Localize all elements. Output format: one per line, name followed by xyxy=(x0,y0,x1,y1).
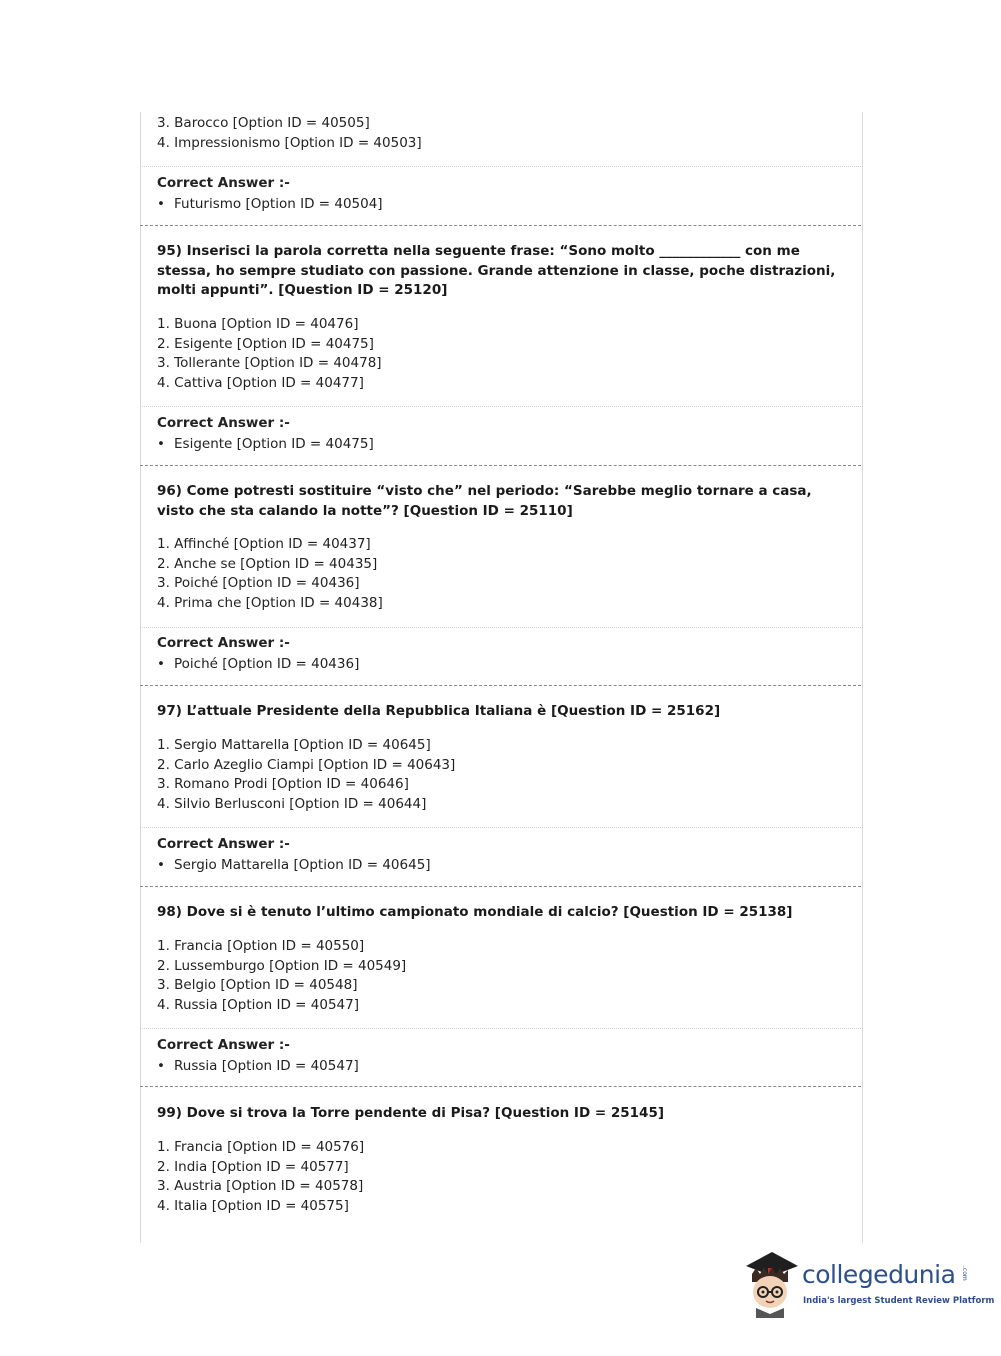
question-text: 99) Dove si trova la Torre pendente di Pisa? [Question ID = 25145] xyxy=(157,1105,665,1121)
question-text: 95) Inserisci la parola corretta nella seguente frase: “Sono molto ____________ con me stessa, ho sempre studiato con passione. Grande attenzione in classe, poche distrazioni, molti appunti”. [Question ID = 25120] xyxy=(157,243,836,298)
question-96 xyxy=(140,482,861,521)
question-98 xyxy=(140,903,861,923)
option: 2. Lussemburgo [Option ID = 40549] xyxy=(157,957,407,974)
option: 1. Francia [Option ID = 40550] xyxy=(157,938,365,954)
option: 2. Anche se [Option ID = 40435] xyxy=(157,555,378,572)
options-97 xyxy=(140,736,861,814)
bullet-icon: • xyxy=(157,196,165,212)
correct-answer-title: Correct Answer :- xyxy=(157,415,290,431)
question-text: 98) Dove si è tenuto l’ultimo campionato mondiale di calcio? [Question ID = 25138] xyxy=(157,904,793,920)
option: 3. Poiché [Option ID = 40436] xyxy=(157,575,360,591)
correct-answer-text: Futurismo [Option ID = 40504] xyxy=(174,196,383,212)
correct-answer-item xyxy=(157,433,861,455)
correct-answer-text: Poiché [Option ID = 40436] xyxy=(174,656,360,672)
logo-name: collegedunia xyxy=(802,1260,956,1289)
correct-answer-block xyxy=(140,834,861,876)
correct-answer-block xyxy=(140,413,861,455)
option: 4. Silvio Berlusconi [Option ID = 40644] xyxy=(157,795,427,812)
options-96 xyxy=(140,535,861,613)
student-mascot-icon xyxy=(742,1248,802,1318)
question-divider xyxy=(140,1086,861,1087)
correct-answer-block xyxy=(140,1035,861,1077)
correct-answer-item xyxy=(157,854,861,876)
logo-suffix: .com xyxy=(961,1266,968,1281)
correct-answer-text: Russia [Option ID = 40547] xyxy=(174,1058,359,1074)
option: 3. Tollerante [Option ID = 40478] xyxy=(157,355,382,371)
correct-answer-title: Correct Answer :- xyxy=(157,175,290,191)
option: 2. India [Option ID = 40577] xyxy=(157,1158,349,1175)
divider xyxy=(140,627,861,628)
option: 3. Austria [Option ID = 40578] xyxy=(157,1178,364,1194)
correct-answer-text: Esigente [Option ID = 40475] xyxy=(174,436,374,452)
options-99 xyxy=(140,1138,861,1216)
bullet-icon: • xyxy=(157,1058,165,1074)
question-divider xyxy=(140,465,861,466)
bullet-icon: • xyxy=(157,436,165,452)
option: 4. Italia [Option ID = 40575] xyxy=(157,1197,349,1214)
correct-answer-item xyxy=(157,193,861,215)
question-divider xyxy=(140,685,861,686)
correct-answer-block xyxy=(140,173,861,215)
option: 1. Sergio Mattarella [Option ID = 40645] xyxy=(157,737,431,753)
divider xyxy=(140,1028,861,1029)
option: 1. Affinché [Option ID = 40437] xyxy=(157,536,371,552)
question-95 xyxy=(140,242,861,301)
divider xyxy=(140,166,861,167)
question-97 xyxy=(140,702,861,722)
option: 1. Buona [Option ID = 40476] xyxy=(157,316,359,332)
bullet-icon: • xyxy=(157,857,165,873)
correct-answer-text: Sergio Mattarella [Option ID = 40645] xyxy=(174,857,431,873)
options-95 xyxy=(140,315,861,393)
option: 4. Prima che [Option ID = 40438] xyxy=(157,594,383,611)
divider xyxy=(140,406,861,407)
option: 2. Carlo Azeglio Ciampi [Option ID = 40643] xyxy=(157,756,456,773)
correct-answer-block xyxy=(140,633,861,675)
option: 4. Cattiva [Option ID = 40477] xyxy=(157,374,364,391)
question-text: 96) Come potresti sostituire “visto che” nel periodo: “Sarebbe meglio tornare a casa, visto che sta calando la notte”? [Question ID = 25110] xyxy=(157,483,812,519)
correct-answer-title: Correct Answer :- xyxy=(157,836,290,852)
question-divider xyxy=(140,886,861,887)
bullet-icon: • xyxy=(157,656,165,672)
option: 3. Barocco [Option ID = 40505] xyxy=(157,115,370,131)
option: 3. Romano Prodi [Option ID = 40646] xyxy=(157,776,409,792)
divider xyxy=(140,827,861,828)
option: 4. Impressionismo [Option ID = 40503] xyxy=(157,134,422,151)
top-options xyxy=(140,114,861,153)
question-99 xyxy=(140,1104,861,1124)
collegedunia-logo[interactable] xyxy=(742,1248,995,1318)
option: 3. Belgio [Option ID = 40548] xyxy=(157,977,358,993)
question-text: 97) L’attuale Presidente della Repubblica Italiana è [Question ID = 25162] xyxy=(157,703,721,719)
logo-tagline: India's largest Student Review Platform xyxy=(803,1296,995,1306)
correct-answer-item xyxy=(157,1055,861,1077)
options-98 xyxy=(140,937,861,1015)
option: 4. Russia [Option ID = 40547] xyxy=(157,996,359,1013)
option: 1. Francia [Option ID = 40576] xyxy=(157,1139,365,1155)
correct-answer-item xyxy=(157,653,861,675)
option: 2. Esigente [Option ID = 40475] xyxy=(157,335,374,352)
question-divider xyxy=(140,225,861,226)
correct-answer-title: Correct Answer :- xyxy=(157,635,290,651)
correct-answer-title: Correct Answer :- xyxy=(157,1037,290,1053)
